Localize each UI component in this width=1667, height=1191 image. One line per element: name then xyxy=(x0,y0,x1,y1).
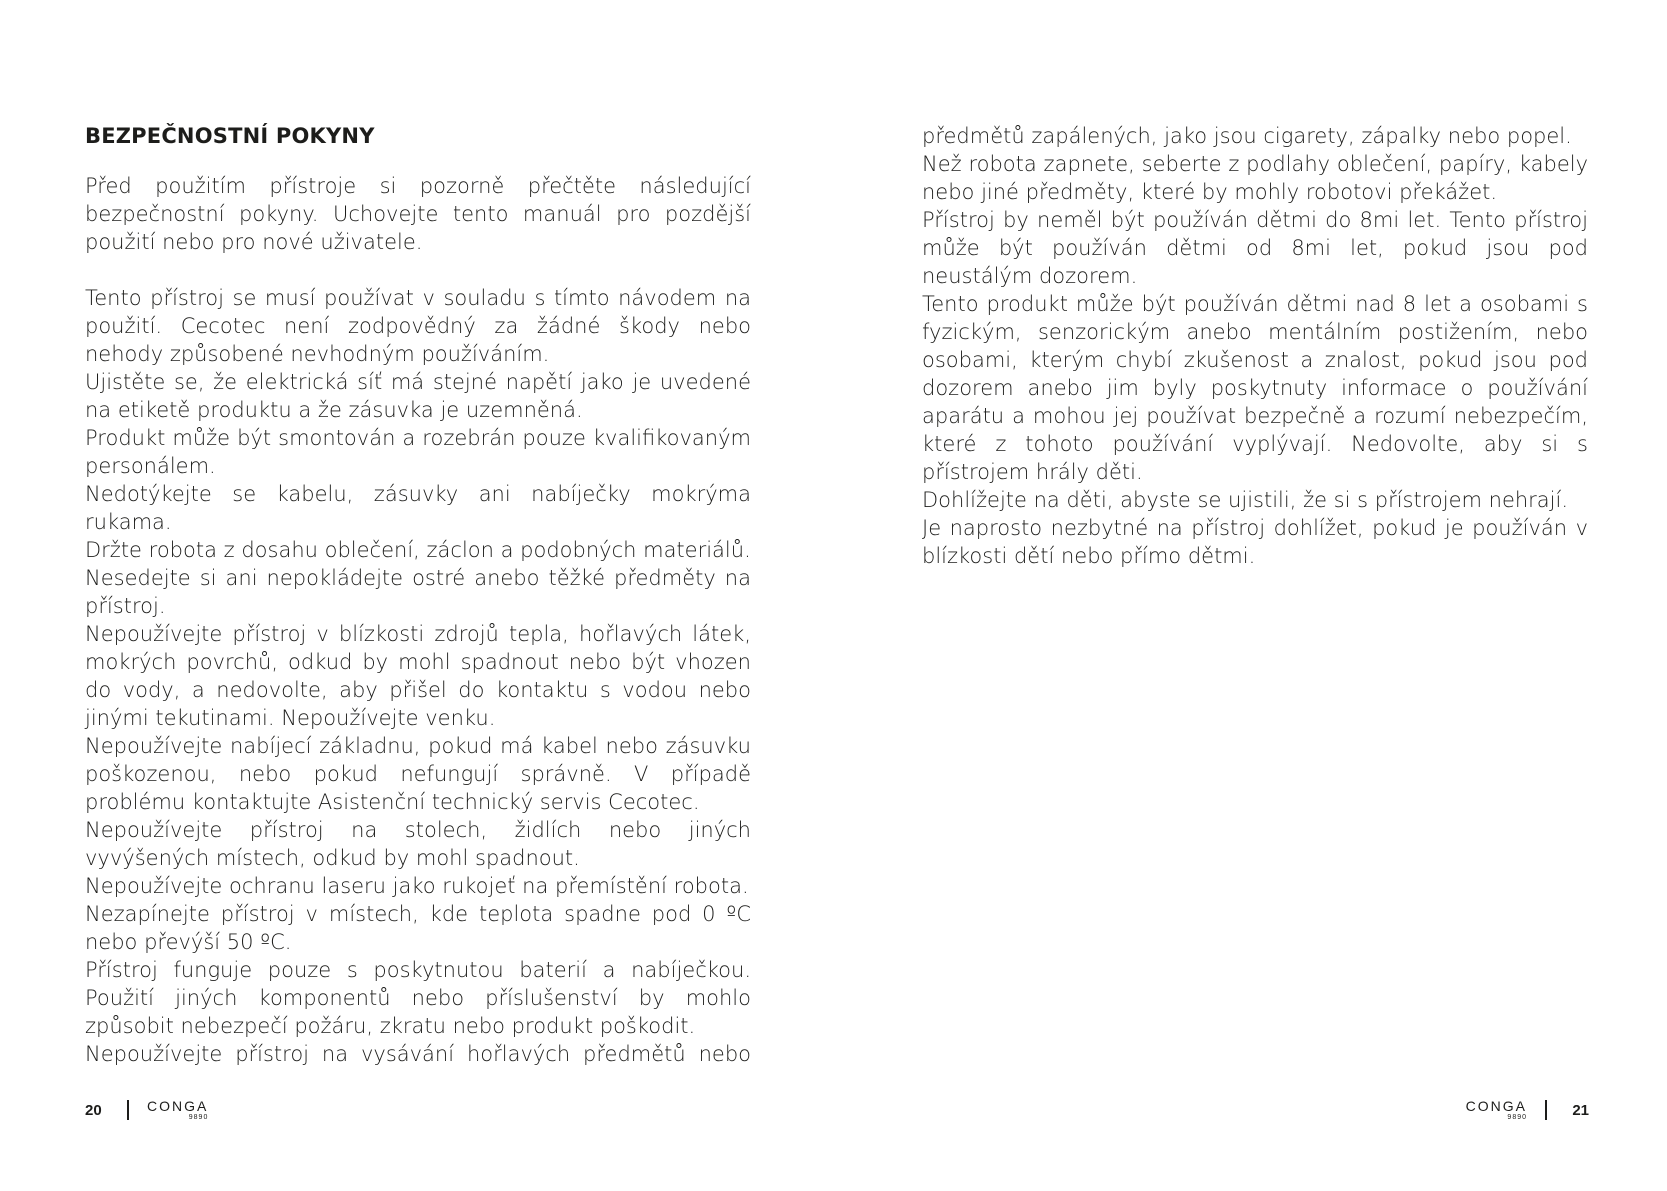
paragraph: Nepoužívejte ochranu laseru jako rukojeť na přemístění robota. xyxy=(85,874,749,898)
paragraph: Nepoužívejte nabíjecí základnu, pokud má kabel nebo zásuvku poškozenou, nebo pokud nefungují správně. V případě problému kontaktujte Asistenční technický servis Cecotec. xyxy=(85,734,751,814)
logo-model: 9890 xyxy=(1507,1114,1527,1121)
paragraph: Nesedejte si ani nepokládejte ostré anebo těžké předměty na přístroj. xyxy=(85,566,751,618)
paragraph: Je naprosto nezbytné na přístroj dohlížet, pokud je používán v blízkosti dětí nebo přímo dětmi. xyxy=(922,516,1588,568)
paragraph: Nedotýkejte se kabelu, zásuvky ani nabíječky mokrýma rukama. xyxy=(85,482,751,534)
section-heading: BEZPEČNOSTNÍ POKYNY xyxy=(85,124,375,148)
paragraph: Než robota zapnete, seberte z podlahy oblečení, papíry, kabely nebo jiné předměty, které by mohly robotovi překážet. xyxy=(922,152,1588,204)
paragraph: Přístroj by neměl být používán dětmi do 8mi let. Tento přístroj může být používán dětmi od 8mi let, pokud jsou pod neustálým dozorem. xyxy=(922,208,1588,288)
logo-wordmark: CONGA xyxy=(1465,1098,1527,1114)
logo-model: 9890 xyxy=(188,1114,209,1121)
footer-divider xyxy=(1545,1100,1547,1120)
intro-paragraph: Před použitím přístroje si pozorně přečtěte následující bezpečnostní pokyny. Uchovejte tento manuál pro pozdější použití nebo pro nové uživatele. xyxy=(85,174,751,254)
paragraph: Držte robota z dosahu oblečení, záclon a podobných materiálů. xyxy=(85,538,751,562)
right-column xyxy=(922,122,1588,570)
paragraph: Přístroj funguje pouze s poskytnutou baterií a nabíječkou. Použití jiných komponentů nebo příslušenství by mohlo způsobit nebezpečí požáru, zkratu nebo produkt poškodit. xyxy=(85,958,751,1038)
paragraph: Dohlížejte na děti, abyste se ujistili, že si s přístrojem nehrají. xyxy=(922,488,1569,512)
conga-logo xyxy=(147,1099,208,1121)
paragraph: předmětů zapálených, jako jsou cigarety, zápalky nebo popel. xyxy=(922,124,1572,148)
paragraph: Ujistěte se, že elektrická síť má stejné napětí jako je uvedené na etiketě produktu a že zásuvka je uzemněná. xyxy=(85,370,751,422)
page-number: 20 xyxy=(85,1101,102,1119)
conga-logo xyxy=(1466,1099,1527,1121)
paragraph: Tento přístroj se musí používat v souladu s tímto návodem na použití. Cecotec není zodpovědný za žádné škody nebo nehody způsobené nevhodným používáním. xyxy=(85,286,751,366)
paragraph: Nepoužívejte přístroj na stolech, židlích nebo jiných vyvýšených místech, odkud by mohl spadnout. xyxy=(85,818,751,870)
footer-divider xyxy=(127,1100,129,1120)
left-column xyxy=(85,118,751,1068)
paragraph: Nepoužívejte přístroj na vysávání hořlavých předmětů nebo xyxy=(85,1042,751,1066)
paragraph: Produkt může být smontován a rozebrán pouze kvalifikovaným personálem. xyxy=(85,426,751,478)
footer-left xyxy=(85,1090,208,1130)
footer-right xyxy=(1466,1090,1589,1130)
paragraph: Tento produkt může být používán dětmi nad 8 let a osobami s fyzickým, senzorickým anebo mentálním postižením, nebo osobami, kterým chybí zkušenost a znalost, pokud jsou pod dozorem anebo jim byly poskytnuty informace o používání aparátu a mohou jej používat bezpečně a rozumí nebezpečím, které z tohoto používání vyplývají. Nedovolte, aby si s přístrojem hrály děti. xyxy=(922,292,1588,484)
paragraph: Nezapínejte přístroj v místech, kde teplota spadne pod 0 ºC nebo převýší 50 ºC. xyxy=(85,902,751,954)
page-number: 21 xyxy=(1572,1101,1589,1119)
paragraph: Nepoužívejte přístroj v blízkosti zdrojů tepla, hořlavých látek, mokrých povrchů, odkud by mohl spadnout nebo být vhozen do vody, a nedovolte, aby přišel do kontaktu s vodou nebo jinými tekutinami. Nepoužívejte venku. xyxy=(85,622,751,730)
logo-wordmark: CONGA xyxy=(147,1098,209,1114)
